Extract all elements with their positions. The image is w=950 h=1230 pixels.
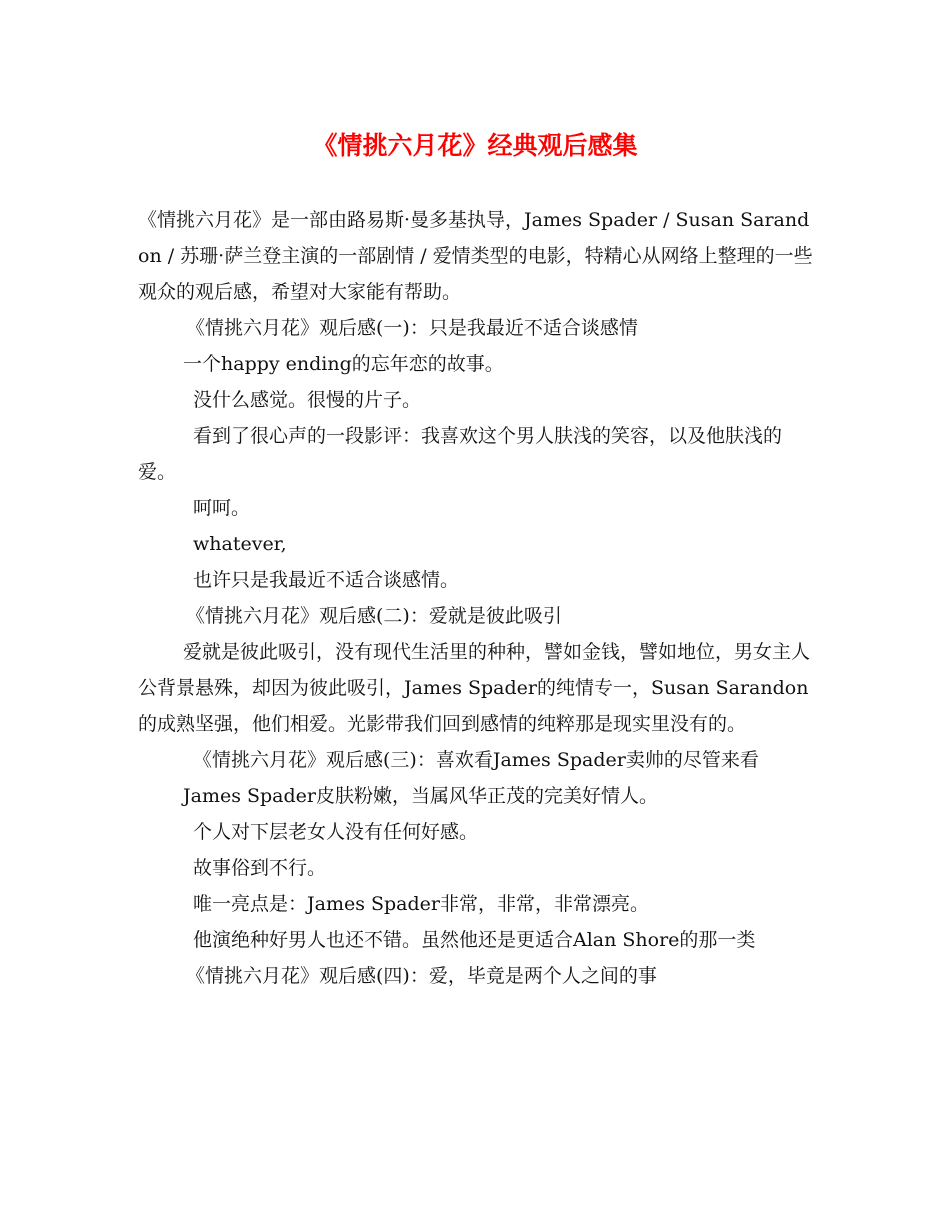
review2-paragraph: 爱就是彼此吸引，没有现代生活里的种种，譬如金钱，譬如地位，男女主人公背景悬殊，却因为彼此吸引，James Spader的纯情专一，Susan Sarandon的成熟坚强，他们相爱。光影带我们回到感情的纯粹那是现实里没有的。 [138, 641, 811, 735]
review1-line: 一个happy ending的忘年恋的故事。 [183, 353, 504, 375]
review2-heading: 《情挑六月花》观后感(二)：爱就是彼此吸引 [186, 605, 562, 627]
review4-heading: 《情挑六月花》观后感(四)：爱，毕竟是两个人之间的事 [186, 965, 657, 987]
document-body [138, 202, 818, 994]
document-title: 《情挑六月花》经典观后感集 [312, 131, 638, 160]
review1-line: 呵呵。 [193, 497, 251, 519]
review3-line: 故事俗到不行。 [193, 857, 327, 879]
intro-paragraph: 《情挑六月花》是一部由路易斯·曼多基执导，James Spader / Susan Sarandon / 苏珊·萨兰登主演的一部剧情 / 爱情类型的电影，特精心从网络上整理的一些观众的观后感，希望对大家能有帮助。 [138, 209, 813, 303]
review1-line: 也许只是我最近不适合谈感情。 [193, 569, 460, 591]
review1-line: 没什么感觉。很慢的片子。 [193, 389, 422, 411]
review3-heading: 《情挑六月花》观后感(三)：喜欢看James Spader卖帅的尽管来看 [193, 749, 759, 771]
review3-line: 唯一亮点是：James Spader非常，非常，非常漂亮。 [193, 893, 649, 915]
review1-heading: 《情挑六月花》观后感(一)：只是我最近不适合谈感情 [186, 317, 638, 339]
review1-line: whatever, [193, 533, 287, 555]
review1-line: 看到了很心声的一段影评：我喜欢这个男人肤浅的笑容，以及他肤浅的爱。 [138, 425, 783, 483]
review3-line: 他演绝种好男人也还不错。虽然他还是更适合Alan Shore的那一类 [193, 929, 756, 951]
review3-line: 个人对下层老女人没有任何好感。 [193, 821, 479, 843]
review3-line: James Spader皮肤粉嫩，当属风华正茂的完美好情人。 [183, 785, 658, 807]
